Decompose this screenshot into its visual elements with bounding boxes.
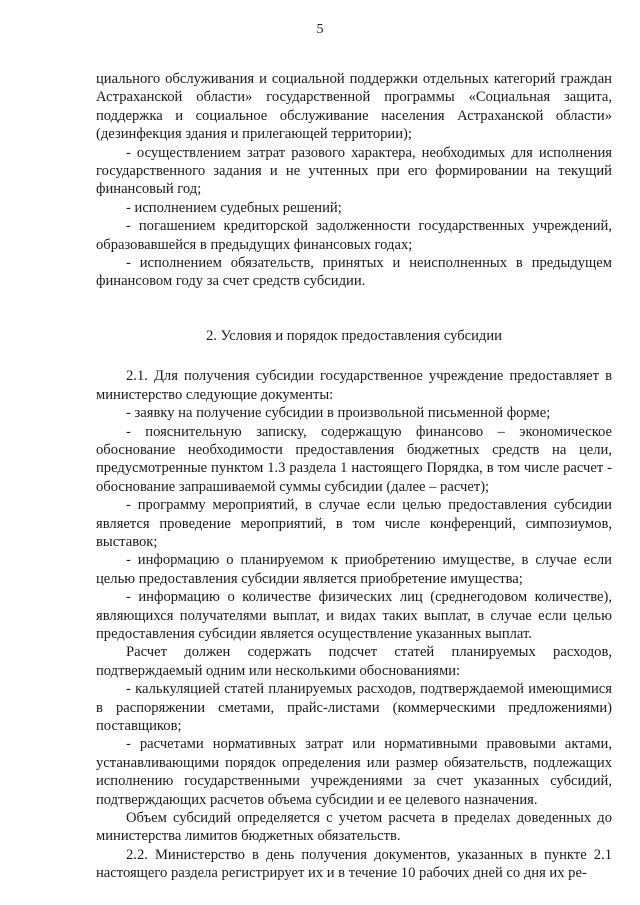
paragraph-event-program: - программу мероприятий, в случае если целью предоставления субсидии является проведение мероприятий, в том числе конференций, симпозиумов, выставок; xyxy=(96,497,612,550)
paragraph-obligations: - исполнением обязательств, принятых и неисполненных в предыдущем финансовом году за счет средств субсидии. xyxy=(96,255,612,290)
section-title: 2. Условия и порядок предоставления субсидии xyxy=(206,327,502,344)
paragraph-2-1: 2.1. Для получения субсидии государственное учреждение предоставляет в министерство следующие документы: xyxy=(96,368,612,403)
document-body xyxy=(96,70,612,883)
paragraph-continuation: циального обслуживания и социальной поддержки отдельных категорий граждан Астраханской области» государственной программы «Социальная защита, поддержка и социальное обслуживание населения Астраханской области» (дезинфекция здания и прилегающей территории); xyxy=(96,71,612,143)
paragraph-normative-costs: - расчетами нормативных затрат или нормативными правовыми актами, устанавливающими порядок определения или размер обязательств, подлежащих исполнению государственными учреждениями за счет указанных субсидий, подтверждающих расчетов объема субсидии и ее целевого назначения. xyxy=(96,736,612,808)
paragraph-subsidy-volume: Объем субсидий определяется с учетом расчета в пределах доведенных до министерства лимитов бюджетных обязательств. xyxy=(96,810,612,845)
paragraph-individuals-info: - информацию о количестве физических лиц (среднегодовом количестве), являющихся получателями выплат, и видах таких выплат, в случае если целью предоставления субсидии является осуществление указанных выплат. xyxy=(96,589,612,642)
paragraph-debt-repayment: - погашением кредиторской задолженности государственных учреждений, образовавшейся в предыдущих финансовых годах; xyxy=(96,218,612,253)
paragraph-court-decisions: - исполнением судебных решений; xyxy=(126,199,342,216)
paragraph-calculation: Расчет должен содержать подсчет статей планируемых расходов, подтверждаемый одним или несколькими обоснованиями: xyxy=(96,644,612,679)
paragraph-2-2: 2.2. Министерство в день получения документов, указанных в пункте 2.1 настоящего раздела регистрирует их и в течение 10 рабочих дней со дня их ре- xyxy=(96,846,612,882)
paragraph-costing: - калькуляцией статей планируемых расходов, подтверждаемой имеющимися в распоряжении сметами, прайс-листами (коммерческими предложениями) поставщиков; xyxy=(96,681,612,734)
paragraph-property-info: - информацию о планируемом к приобретению имуществе, в случае если целью предоставления субсидии является приобретение имущества; xyxy=(96,552,612,587)
paragraph-explanatory-note: - пояснительную записку, содержащую финансово – экономическое обоснование необходимости предоставления бюджетных средств на цели, предусмотренные пунктом 1.3 раздела 1 настоящего Порядка, в том числе расчет - обоснование запрашиваемой суммы субсидии (далее – расчет); xyxy=(96,423,612,495)
paragraph-one-time-costs: - осуществлением затрат разового характера, необходимых для исполнения государственного задания и не учтенных при его формировании на текущий финансовый год; xyxy=(96,144,612,198)
page-number: 5 xyxy=(316,22,324,37)
paragraph-application: - заявку на получение субсидии в произвольной письменной форме; xyxy=(126,405,551,422)
